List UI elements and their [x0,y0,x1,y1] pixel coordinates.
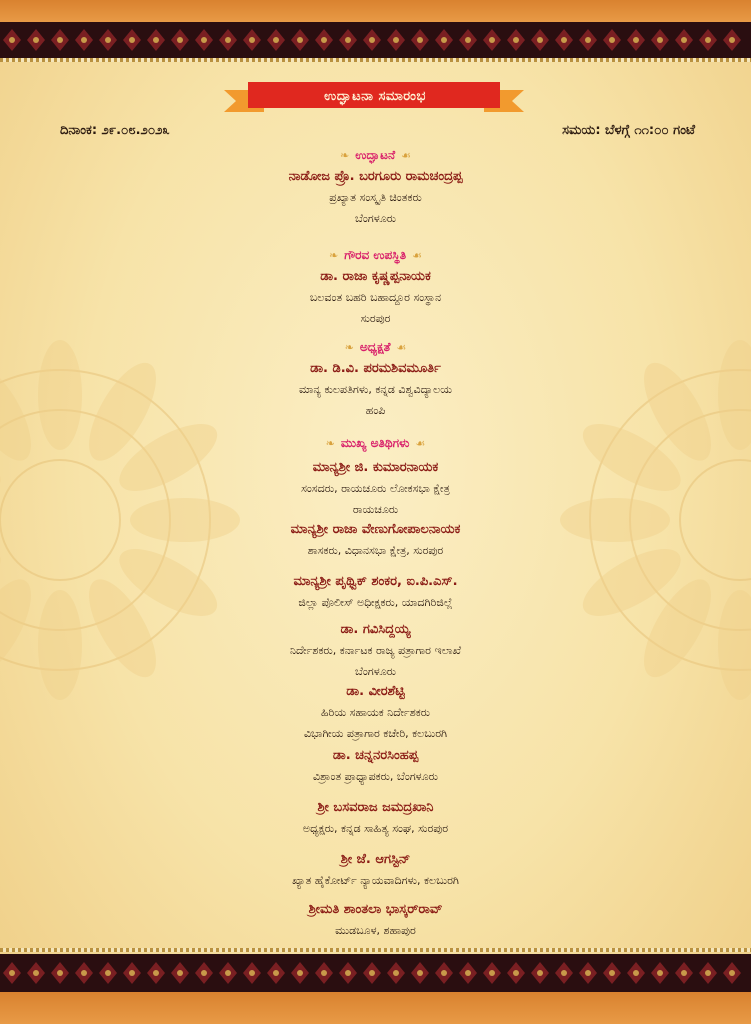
border-motif-bottom [0,954,751,992]
section-heading: ಗೌರವ ಉಪಸ್ಥಿತಿ [344,248,407,262]
section-heading: ಅಧ್ಯಕ್ಷತೆ [359,340,391,354]
guest-entry [0,682,751,744]
ornament-right-icon: ☙ [396,341,407,354]
person-name: ಶ್ರೀ ಬಸವರಾಜ ಜಮದ್ರಖಾನಿ [317,800,434,815]
section-presidency [0,338,751,421]
ornament-left-icon: ❧ [344,341,354,354]
person-detail: ಹಿರಿಯ ಸಹಾಯಕ ನಿರ್ದೇಶಕರು [320,706,431,719]
border-motif-top [0,22,751,58]
guest-entry [0,458,751,520]
person-detail: ವಿಭಾಗೀಯ ಪತ್ರಾಗಾರ ಕಚೇರಿ, ಕಲಬುರಗಿ [303,727,448,740]
section-heading: ಉದ್ಘಾಟನೆ [355,148,396,162]
person-detail: ಮುಡಬೂಳ, ಶಹಾಪುರ [335,924,416,937]
person-detail: ಬಲವಂತ ಬಹರಿ ಬಹಾದ್ದೂರ ಸಂಸ್ಥಾನ [309,291,442,304]
guest-entry [0,572,751,614]
ornament-right-icon: ☙ [415,437,426,450]
page-title: ಉದ್ಘಾಟನಾ ಸಮಾರಂಭ [324,89,426,104]
ornament-left-icon: ❧ [328,249,339,262]
person-detail: ಪ್ರಖ್ಯಾತ ಸಂಸ್ಕೃತಿ ಚಿಂತಕರು [329,191,422,204]
person-name: ಡಾ. ಡಿ.ವಿ. ಪರಮಶಿವಮೂರ್ತಿ [310,361,441,376]
person-name: ನಾಡೋಜ ಪ್ರೊ. ಬರಗೂರು ರಾಮಚಂದ್ರಪ್ಪ [288,169,463,184]
section-honorary-presence [0,246,751,329]
person-detail: ಮಾನ್ಯ ಕುಲಪತಿಗಳು, ಕನ್ನಡ ವಿಶ್ವವಿದ್ಯಾಲಯ [298,383,452,396]
person-name: ಮಾನ್ಯಶ್ರೀ ರಾಜಾ ವೇಣುಗೋಪಾಲನಾಯಕ [290,522,461,537]
person-name: ಡಾ. ಚನ್ನನರಸಿಂಹಪ್ಪ [332,748,419,763]
person-detail: ಸುರಪುರ [360,312,391,325]
person-name: ಶ್ರೀಮತಿ ಶಾಂತಲಾ ಭಾಸ್ಕರ್‌ರಾವ್ [308,902,443,917]
person-detail: ಶಾಸಕರು, ವಿಧಾನಸಭಾ ಕ್ಷೇತ್ರ, ಸುರಪುರ [307,544,444,557]
person-name: ಡಾ. ವೀರಶೆಟ್ಟಿ [346,684,405,699]
guest-entry [0,620,751,682]
ornament-right-icon: ☙ [412,249,423,262]
ornament-left-icon: ❧ [325,437,335,450]
person-detail: ಸಂಸದರು, ರಾಯಚೂರು ಲೋಕಸಭಾ ಕ್ಷೇತ್ರ [301,482,450,495]
person-name: ಮಾನ್ಯಶ್ರೀ ಪೃಥ್ವಿಕ್ ಶಂಕರ, ಐ.ಪಿ.ಎಸ್. [293,574,458,589]
top-border [0,0,751,62]
person-detail: ನಿರ್ದೇಶಕರು, ಕರ್ನಾಟಕ ರಾಜ್ಯ ಪತ್ರಾಗಾರ ಇಲಾಖೆ [289,644,462,657]
guest-entry [0,900,751,942]
ornament-left-icon: ❧ [340,149,350,162]
section-heading: ಮುಖ್ಯ ಅತಿಥಿಗಳು [340,436,410,450]
person-detail: ಅಧ್ಯಕ್ಷರು, ಕನ್ನಡ ಸಾಹಿತ್ಯ ಸಂಘ, ಸುರಪುರ [302,822,449,835]
person-detail: ಖ್ಯಾತ ಹೈಕೋರ್ಟ್ ನ್ಯಾಯವಾದಿಗಳು, ಕಲಬುರಗಿ [292,874,459,887]
section-chief-guests [0,434,751,452]
guest-entry [0,850,751,892]
person-detail: ಹಂಪಿ [365,404,386,417]
person-detail: ರಾಯಚೂರು [352,503,399,516]
guest-entry [0,520,751,562]
person-detail: ವಿಶ್ರಾಂತ ಪ್ರಾಧ್ಯಾಪಕರು, ಬೆಂಗಳೂರು [312,770,438,783]
bottom-border [0,948,751,1024]
person-name: ಶ್ರೀ ಜೆ. ಆಗಸ್ಟಿನ್ [340,852,411,867]
person-detail: ಬೆಂಗಳೂರು [354,212,397,225]
event-time: ಸಮಯ: ಬೆಳಗ್ಗೆ ೧೧:೦೦ ಗಂಟೆ [562,123,695,138]
person-name: ಮಾನ್ಯಶ್ರೀ ಜಿ. ಕುಮಾರನಾಯಕ [312,460,439,475]
guest-entry [0,746,751,788]
person-detail: ಜಿಲ್ಲಾ ಪೊಲೀಸ್ ಅಧೀಕ್ಷಕರು, ಯಾದಗಿರಿಜಿಲ್ಲೆ [298,596,453,609]
section-inauguration [0,146,751,229]
event-date: ದಿನಾಂಕ: ೨೯.೦೮.೨೦೨೩ [60,123,170,138]
person-name: ಡಾ. ಗವಿಸಿದ್ದಯ್ಯ [340,622,411,637]
person-detail: ಬೆಂಗಳೂರು [354,665,397,678]
ornament-right-icon: ☙ [401,149,411,162]
guest-entry [0,798,751,840]
person-name: ಡಾ. ರಾಜಾ ಕೃಷ್ಣಪ್ಪನಾಯಕ [320,269,431,284]
